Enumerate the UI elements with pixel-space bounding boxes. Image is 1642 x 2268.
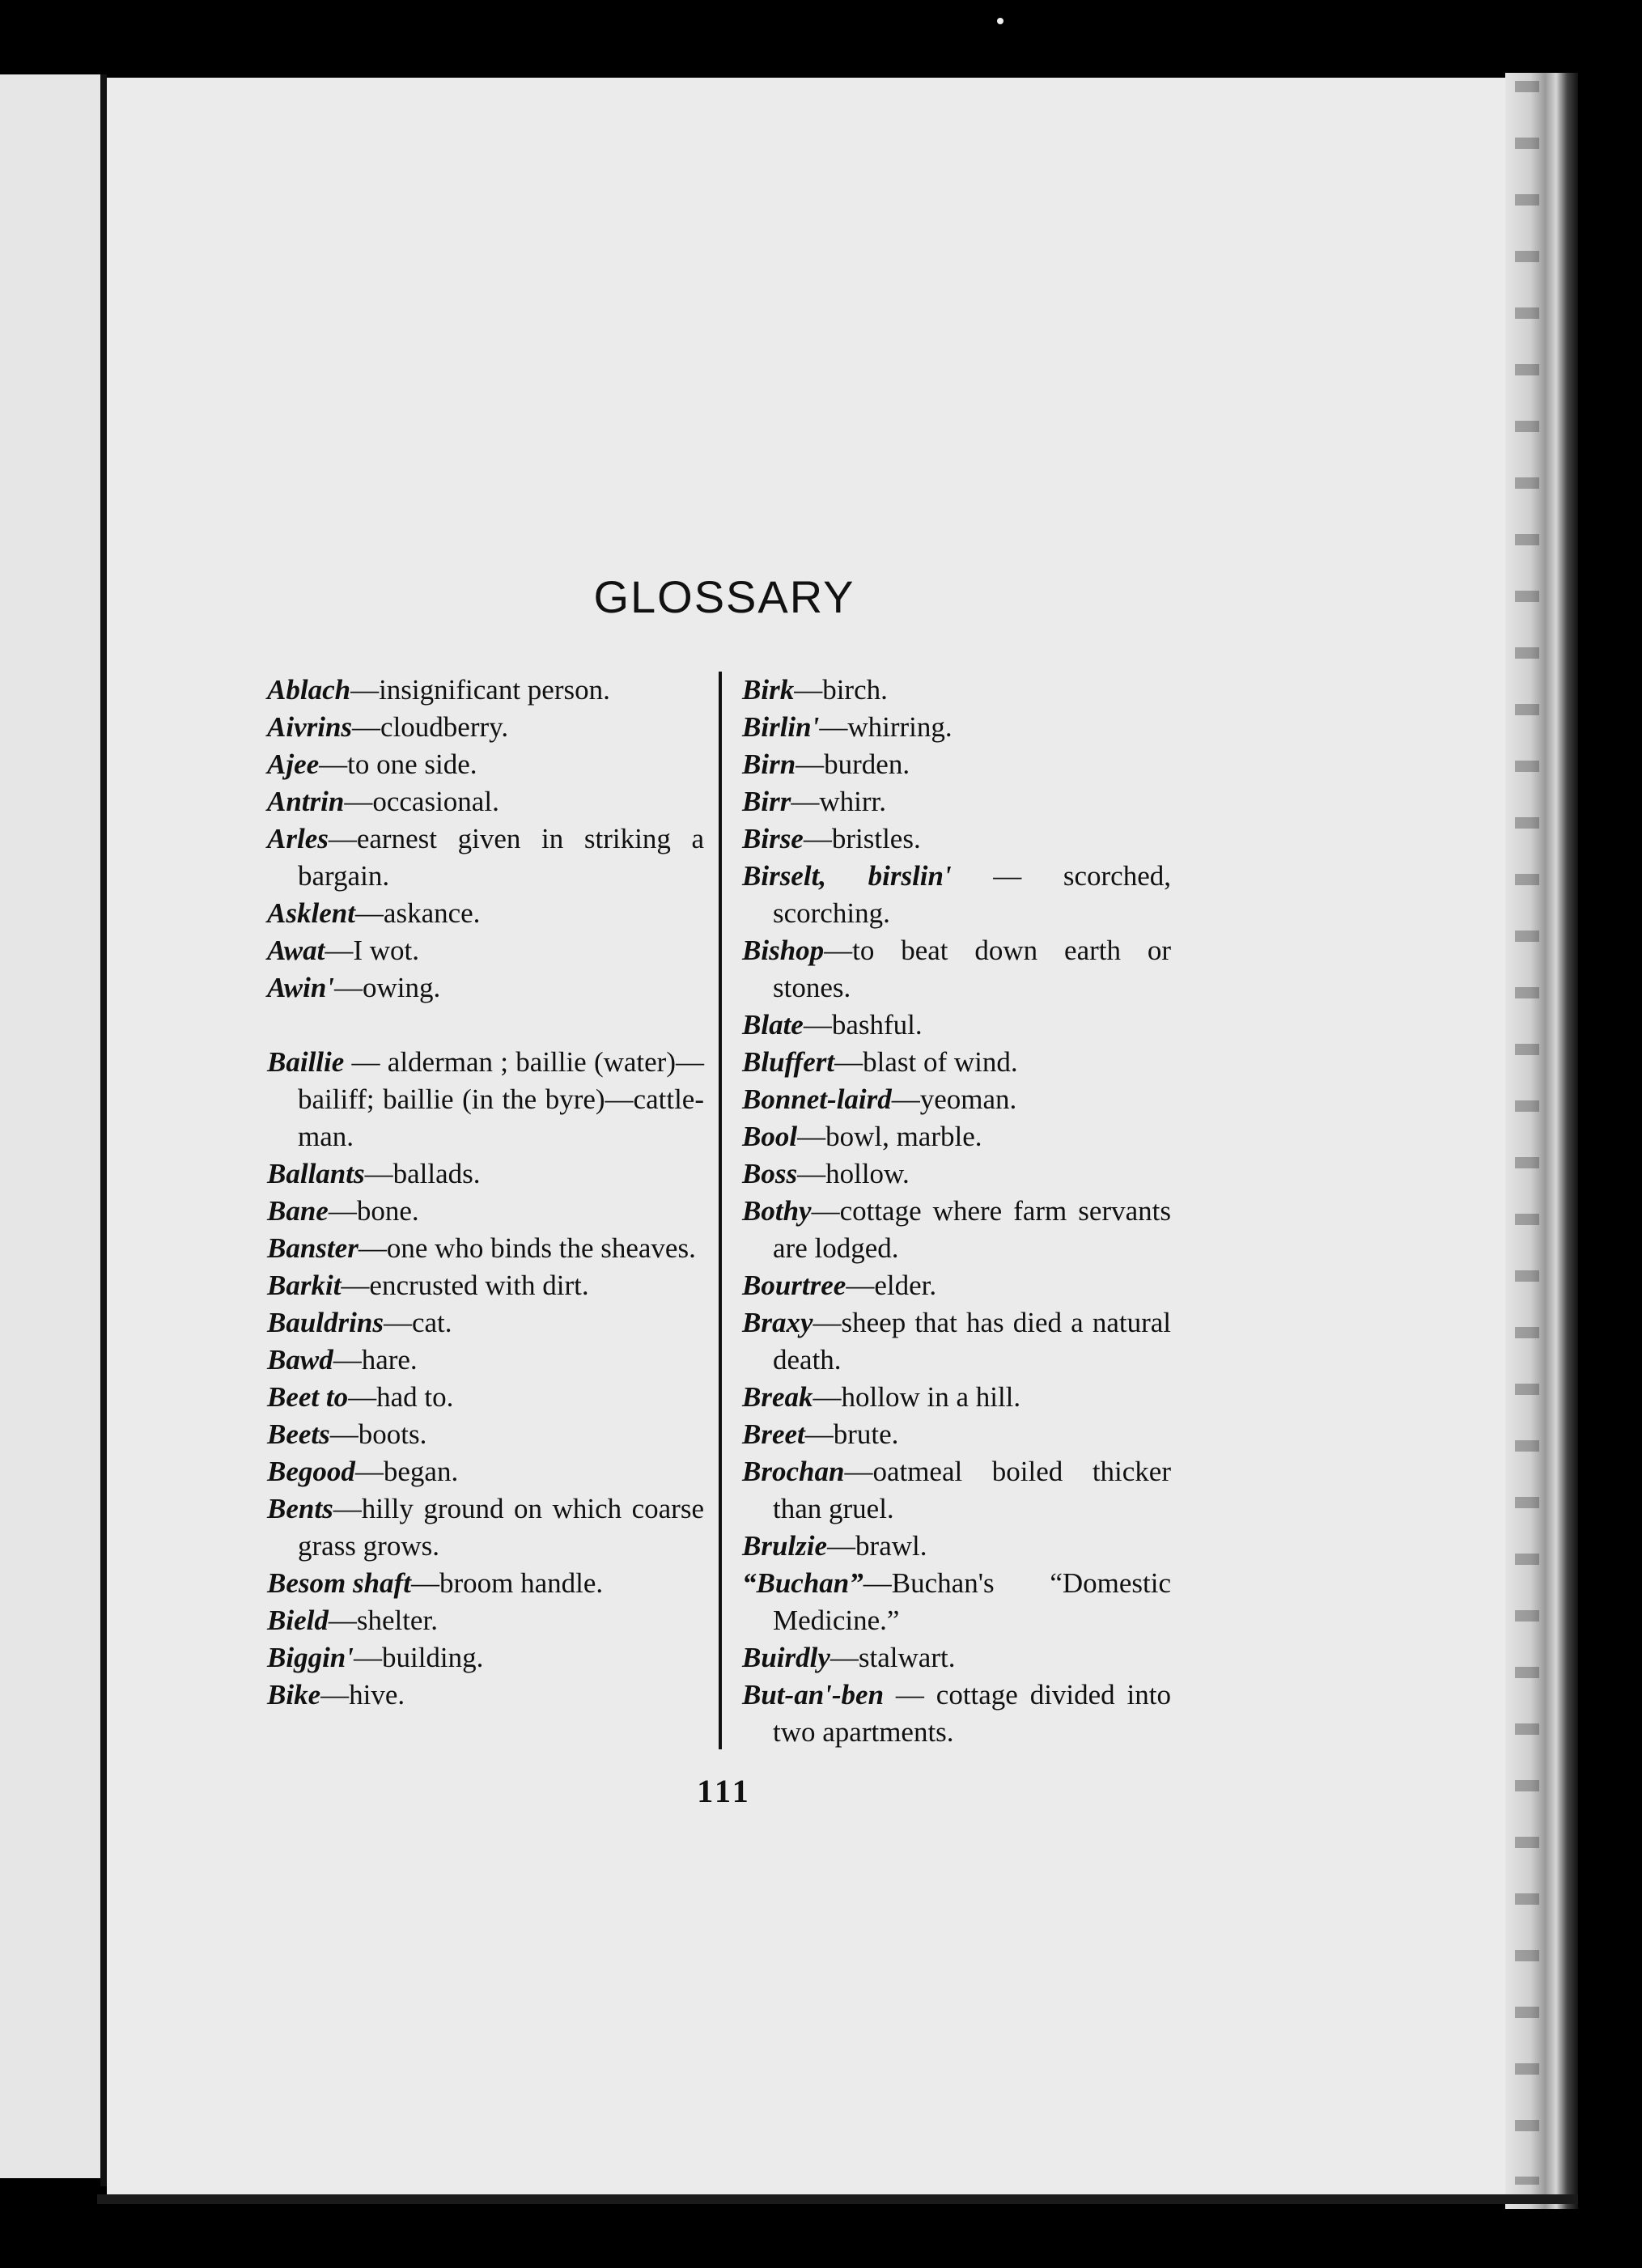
- entry-term: Bothy: [742, 1195, 812, 1227]
- entry-term: Bluffert: [742, 1046, 835, 1078]
- glossary-entry: [742, 858, 1171, 932]
- glossary-entry: [742, 1081, 1171, 1118]
- entry-definition: —broom handle.: [410, 1567, 604, 1599]
- entry-term: Birk: [742, 674, 795, 706]
- entry-definition: —Buchan's “Domestic Medicine.”: [773, 1567, 1171, 1636]
- glossary-entry: [267, 1677, 704, 1714]
- entry-definition: —earnest given in striking a bargain.: [298, 823, 704, 892]
- entry-definition: —one who binds the sheaves.: [358, 1232, 696, 1264]
- entry-definition: —encrusted with dirt.: [341, 1270, 589, 1301]
- entry-term: Birr: [742, 786, 791, 817]
- glossary-entry: [742, 1453, 1171, 1528]
- entry-term: Beets: [267, 1418, 330, 1450]
- entry-term: Bool: [742, 1121, 798, 1152]
- bottom-shadow: [97, 2194, 1578, 2204]
- glossary-entry: [267, 1193, 704, 1230]
- entry-definition: —owing.: [334, 972, 441, 1003]
- glossary-entry: [742, 709, 1171, 746]
- entry-term: Bawd: [267, 1344, 333, 1376]
- glossary-entry: [267, 1155, 704, 1193]
- entry-term: Blate: [742, 1009, 804, 1041]
- entry-term: Biggin': [267, 1642, 354, 1673]
- glossary-entry: [267, 1304, 704, 1342]
- glossary-entry: [742, 783, 1171, 820]
- entry-definition: —birch.: [794, 674, 888, 706]
- entry-term: “Buchan”: [742, 1567, 863, 1599]
- glossary-entry: [267, 1379, 704, 1416]
- glossary-right-column: [742, 672, 1171, 1751]
- entry-definition: —hilly ground on which coarse grass grows.: [298, 1493, 704, 1562]
- entry-term: Birlin': [742, 711, 820, 743]
- glossary-entry: [267, 1267, 704, 1304]
- scan-speck: [997, 18, 1003, 24]
- entry-definition: — alderman ; baillie (water)—bailiff; baillie (in the byre)—cattle-man.: [298, 1046, 704, 1152]
- entry-definition: —bristles.: [803, 823, 921, 854]
- entry-term: Bield: [267, 1605, 329, 1636]
- facing-page-edge: [0, 74, 100, 2178]
- entry-definition: —insignificant person.: [350, 674, 610, 706]
- entry-term: Awat: [267, 935, 325, 966]
- entry-term: Brochan: [742, 1456, 845, 1487]
- entry-term: Besom shaft: [267, 1567, 411, 1599]
- glossary-entry: [742, 746, 1171, 783]
- entry-definition: —building.: [353, 1642, 484, 1673]
- entry-definition: —askance.: [354, 897, 481, 929]
- entry-definition: —brawl.: [827, 1530, 927, 1562]
- entry-definition: —burden.: [796, 748, 910, 780]
- glossary-entry: [742, 1193, 1171, 1267]
- glossary-entry: [742, 1044, 1171, 1081]
- glossary-entry: [742, 1155, 1171, 1193]
- glossary-entry: [742, 1416, 1171, 1453]
- entry-term: Birn: [742, 748, 796, 780]
- entry-definition: —shelter.: [328, 1605, 438, 1636]
- entry-definition: —to one side.: [319, 748, 477, 780]
- entry-term: Break: [742, 1381, 813, 1413]
- entry-definition: —to beat down earth or stones.: [773, 935, 1171, 1003]
- entry-definition: —I wot.: [325, 935, 419, 966]
- entry-term: Birselt, birslin': [742, 860, 952, 892]
- entry-term: Arles: [267, 823, 329, 854]
- glossary-entry: [742, 1267, 1171, 1304]
- glossary-entry: [267, 1602, 704, 1639]
- entry-term: Antrin: [267, 786, 345, 817]
- entry-term: Ballants: [267, 1158, 365, 1189]
- glossary-entry: [267, 1044, 704, 1155]
- glossary-entry: [267, 1490, 704, 1565]
- entry-term: Buirdly: [742, 1642, 830, 1673]
- entry-definition: —hare.: [333, 1344, 418, 1376]
- entry-definition: — cottage divided into two apartments.: [773, 1679, 1171, 1748]
- entry-definition: —blast of wind.: [834, 1046, 1018, 1078]
- entry-definition: —cat.: [383, 1307, 452, 1338]
- glossary-entry: [267, 709, 704, 746]
- entry-term: Bane: [267, 1195, 329, 1227]
- glossary-entry: [267, 1342, 704, 1379]
- entry-definition: —hollow.: [797, 1158, 910, 1189]
- glossary-entry: [267, 932, 704, 969]
- entry-term: But-an'-ben: [742, 1679, 885, 1711]
- entry-term: Baillie: [267, 1046, 345, 1078]
- entry-definition: —cloudberry.: [352, 711, 509, 743]
- entry-definition: —hive.: [320, 1679, 405, 1711]
- entry-term: Breet: [742, 1418, 805, 1450]
- glossary-entry: [267, 1565, 704, 1602]
- glossary-entry: [742, 1565, 1171, 1639]
- entry-term: Bishop: [742, 935, 825, 966]
- entry-term: Beet to: [267, 1381, 349, 1413]
- glossary-entry: [267, 1453, 704, 1490]
- entry-definition: —whirr.: [791, 786, 886, 817]
- entry-definition: —ballads.: [364, 1158, 481, 1189]
- glossary-entry: [267, 1416, 704, 1453]
- entry-definition: —began.: [354, 1456, 459, 1487]
- entry-definition: —bashful.: [803, 1009, 923, 1041]
- entry-definition: —bone.: [328, 1195, 419, 1227]
- glossary-entry: [267, 820, 704, 895]
- glossary-entry: [267, 1230, 704, 1267]
- entry-term: Brulzie: [742, 1530, 828, 1562]
- glossary-entry: [742, 932, 1171, 1007]
- glossary-entry: [267, 672, 704, 709]
- glossary-entry: [742, 1007, 1171, 1044]
- page-edge-texture: [1515, 81, 1539, 2185]
- glossary-entry: [742, 1379, 1171, 1416]
- entry-term: Awin': [267, 972, 335, 1003]
- glossary-entry: [742, 1677, 1171, 1751]
- page-title: GLOSSARY: [593, 571, 855, 622]
- entry-definition: —sheep that has died a natural death.: [773, 1307, 1171, 1376]
- glossary-entry: [742, 1528, 1171, 1565]
- entry-term: Bike: [267, 1679, 321, 1711]
- glossary-entry: [267, 1639, 704, 1677]
- glossary-entry: [267, 895, 704, 932]
- entry-term: Barkit: [267, 1270, 342, 1301]
- glossary-entry: [267, 969, 704, 1007]
- column-divider: [719, 672, 722, 1749]
- entry-term: Bonnet-laird: [742, 1083, 892, 1115]
- entry-term: Banster: [267, 1232, 359, 1264]
- glossary-entry: [742, 672, 1171, 709]
- entry-definition: —occasional.: [344, 786, 499, 817]
- entry-term: Bourtree: [742, 1270, 846, 1301]
- entry-term: Bauldrins: [267, 1307, 384, 1338]
- glossary-entry: [742, 1118, 1171, 1155]
- glossary-left-column: [267, 672, 704, 1714]
- entry-term: Ablach: [267, 674, 351, 706]
- page-number: 111: [697, 1773, 752, 1809]
- entry-term: Bents: [267, 1493, 333, 1524]
- entry-definition: —yeoman.: [891, 1083, 1017, 1115]
- glossary-entry: [742, 1639, 1171, 1677]
- glossary-entry: [742, 1304, 1171, 1379]
- glossary-entry: [267, 783, 704, 820]
- entry-term: Braxy: [742, 1307, 813, 1338]
- entry-term: Aivrins: [267, 711, 353, 743]
- entry-definition: — scorched, scorching.: [773, 860, 1171, 929]
- glossary-entry: [742, 820, 1171, 858]
- entry-term: Asklent: [267, 897, 355, 929]
- glossary-entry: [267, 746, 704, 783]
- entry-term: Begood: [267, 1456, 355, 1487]
- entry-definition: —bowl, marble.: [797, 1121, 982, 1152]
- entry-definition: —boots.: [329, 1418, 427, 1450]
- entry-definition: —had to.: [348, 1381, 454, 1413]
- entry-definition: —oatmeal boiled thicker than gruel.: [773, 1456, 1171, 1524]
- entry-definition: —elder.: [846, 1270, 937, 1301]
- entry-term: Birse: [742, 823, 804, 854]
- entry-definition: —brute.: [804, 1418, 899, 1450]
- binding-shadow: [100, 74, 107, 2186]
- entry-definition: —cottage where farm servants are lodged.: [773, 1195, 1171, 1264]
- entry-definition: —whirring.: [819, 711, 953, 743]
- entry-term: Boss: [742, 1158, 798, 1189]
- entry-term: Ajee: [267, 748, 320, 780]
- entry-definition: —hollow in a hill.: [813, 1381, 1021, 1413]
- entry-definition: —stalwart.: [829, 1642, 956, 1673]
